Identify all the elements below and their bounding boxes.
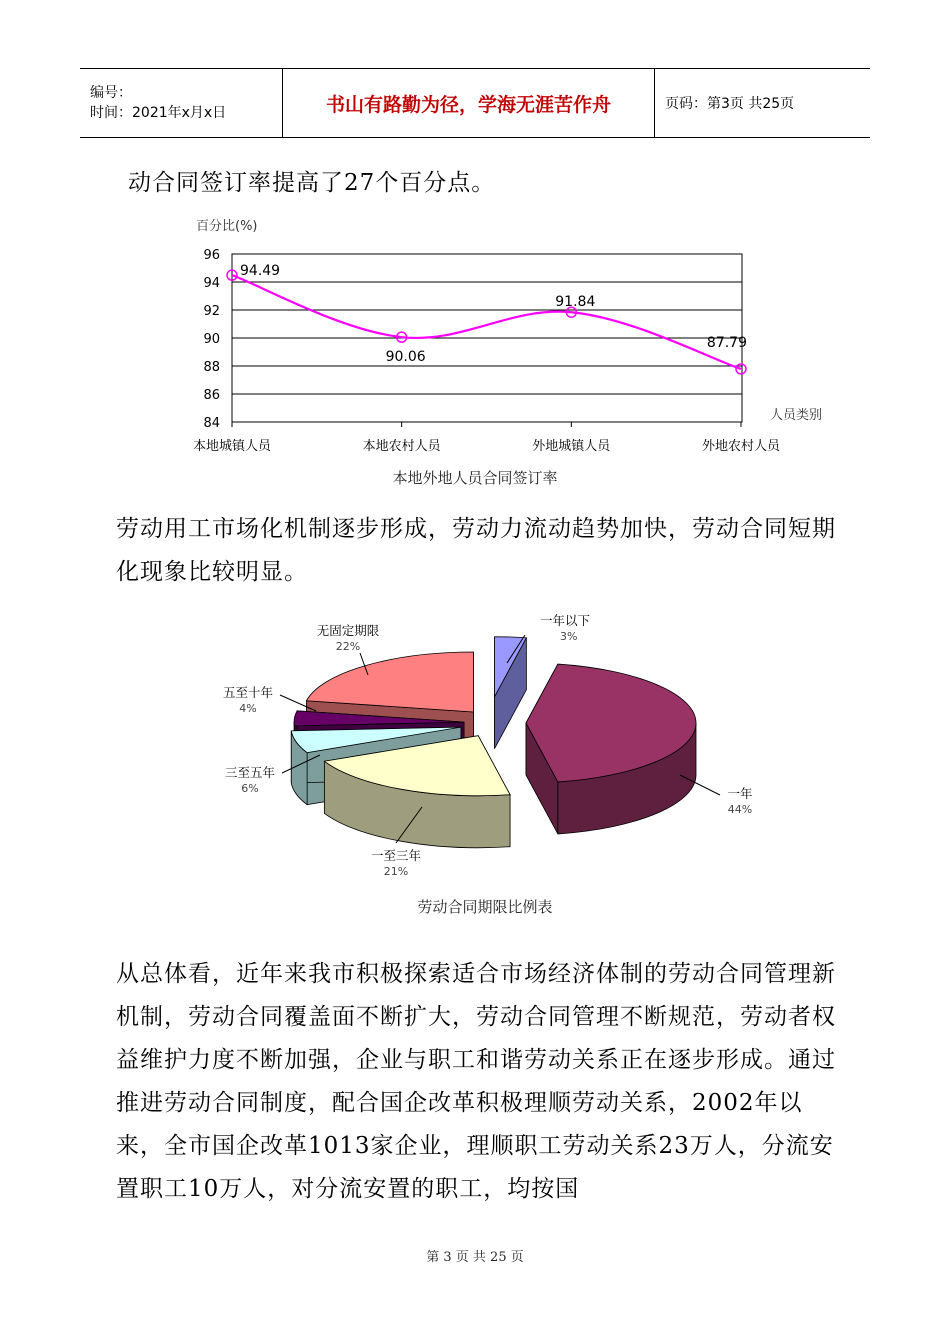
paragraph-1: 动合同签订率提高了27个百分点。 bbox=[128, 170, 496, 196]
series-line bbox=[232, 275, 741, 369]
line-chart-title: 本地外地人员合同签订率 bbox=[392, 469, 558, 487]
paragraph-2: 劳动用工市场化机制逐步形成，劳动力流动趋势加快，劳动合同短期化现象比较明显。 bbox=[116, 516, 836, 585]
y-tick-label: 84 bbox=[203, 416, 220, 431]
data-label: 91.84 bbox=[555, 294, 596, 311]
pie-slice-label: 一年以下 bbox=[540, 613, 591, 628]
page-header bbox=[80, 68, 870, 138]
number-label: 编号： bbox=[90, 85, 132, 101]
y-tick-label: 90 bbox=[203, 332, 220, 347]
pie-chart bbox=[200, 605, 780, 895]
x-tick-label: 外地农村人员 bbox=[701, 439, 780, 454]
pie-slice-pct: 3% bbox=[560, 630, 578, 643]
x-tick-label: 本地城镇人员 bbox=[192, 439, 272, 454]
time-label: 时间：2021年x月x日 bbox=[90, 105, 227, 121]
header-meta bbox=[80, 69, 283, 137]
y-tick-label: 96 bbox=[203, 248, 220, 263]
x-axis-title: 人员类别 bbox=[770, 408, 823, 423]
y-tick-label: 94 bbox=[203, 276, 220, 291]
pie-slice-label: 五至十年 bbox=[222, 685, 274, 700]
pie-slice bbox=[495, 637, 527, 749]
pie-slice-label: 一至三年 bbox=[370, 848, 422, 863]
pie-slice-pct: 4% bbox=[239, 702, 257, 715]
y-axis-title: 百分比(%) bbox=[196, 219, 258, 234]
pie-slice-pct: 44% bbox=[727, 803, 753, 816]
y-tick-label: 92 bbox=[203, 304, 220, 319]
pie-slice bbox=[526, 664, 696, 834]
x-tick-label: 本地农村人员 bbox=[362, 439, 441, 454]
y-tick-label: 86 bbox=[203, 388, 220, 403]
pie-slice-pct: 6% bbox=[241, 782, 259, 795]
x-tick-label: 外地城镇人员 bbox=[532, 439, 611, 454]
paragraph-3: 从总体看，近年来我市积极探索适合市场经济体制的劳动合同管理新机制，劳动合同覆盖面不断扩大，劳动合同管理不断规范，劳动者权益维护力度不断加强，企业与职工和谐劳动关系正在逐步形成。通过推进劳动合同制度，配合国企改革积极理顺劳动关系，2002年以来，全市国企改革1013家企业，理顺职工劳动关系23万人，分流安置职工10万人，对分流安置的职工，均按国 bbox=[116, 961, 836, 1202]
pie-slice-pct: 22% bbox=[335, 640, 361, 653]
pie-slice-label: 一年 bbox=[727, 786, 753, 801]
pie-slice-pct: 21% bbox=[383, 865, 409, 878]
header-page-label: 页码：第3页 共25页 bbox=[665, 96, 795, 112]
y-tick-label: 88 bbox=[203, 360, 220, 375]
line-chart bbox=[180, 212, 860, 462]
pie-chart-title: 劳动合同期限比例表 bbox=[417, 898, 553, 916]
data-label: 90.06 bbox=[385, 349, 426, 366]
page-footer: 第 3 页 共 25 页 bbox=[426, 1250, 524, 1265]
data-label: 94.49 bbox=[240, 263, 281, 280]
pie-slice-label: 无固定期限 bbox=[316, 623, 380, 638]
data-label: 87.79 bbox=[706, 334, 748, 351]
header-motto: 书山有路勤为径，学海无涯苦作舟 bbox=[283, 69, 655, 137]
pie-slice-label: 三至五年 bbox=[224, 765, 276, 780]
